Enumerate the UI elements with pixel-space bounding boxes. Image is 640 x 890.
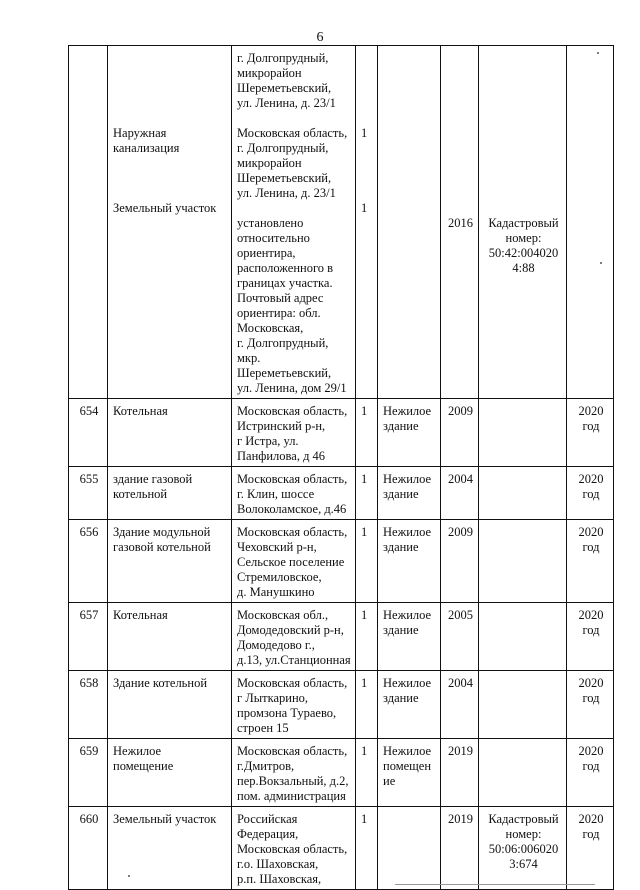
address-line: микрорайон — [237, 156, 302, 170]
reg-year-line: 2020 — [578, 525, 604, 539]
purpose-line: Нежилое — [383, 525, 432, 539]
cell-qty — [356, 46, 378, 399]
address-line: строен 15 — [237, 721, 289, 735]
purpose-line: Нежилое — [383, 608, 432, 622]
address-line: р.п. Шаховская, — [237, 872, 322, 886]
cell-num: 659 — [69, 739, 108, 807]
address-line: ул. Ленина, д. 23/1 — [237, 96, 336, 110]
year-value: 2016 — [448, 216, 473, 230]
name-line: Котельная — [113, 608, 168, 622]
address-line: г. Долгопрудный, — [237, 336, 329, 350]
property-registry-table — [68, 45, 614, 890]
qty-value: 1 — [361, 201, 368, 215]
cell-address — [232, 739, 356, 807]
address-line: расположенного в — [237, 261, 334, 275]
cell-num: 656 — [69, 520, 108, 603]
address-line: мкр. — [237, 351, 261, 365]
reg-year-line: 2020 — [578, 744, 604, 758]
address-line: микрорайон — [237, 66, 302, 80]
table-row — [69, 467, 614, 520]
reg-year-line: год — [582, 827, 600, 841]
cadastral-line: Кадастровый — [488, 812, 559, 826]
name-line: Земельный участок — [113, 812, 217, 826]
address-line: пер.Вокзальный, д.2, — [237, 774, 349, 788]
address-line: Сельское поселение — [237, 555, 345, 569]
cell-qty: 1 — [356, 399, 378, 467]
cell-qty: 1 — [356, 467, 378, 520]
name-line: Котельная — [113, 404, 168, 418]
cell-cadastral — [479, 467, 567, 520]
purpose-line: ие — [383, 774, 396, 788]
address-line: Московская область, — [237, 404, 348, 418]
cell-year: 2004 — [441, 467, 479, 520]
cell-name — [108, 671, 232, 739]
cell-address — [232, 467, 356, 520]
scan-speck — [600, 262, 602, 264]
reg-year-line: год — [582, 540, 600, 554]
cell-year: 2004 — [441, 671, 479, 739]
cell-num: 660 — [69, 807, 108, 890]
cell-num: 657 — [69, 603, 108, 671]
address-line: г.о. Шаховская, — [237, 857, 319, 871]
address-line: Панфилова, д 46 — [237, 449, 326, 463]
address-line: Шереметьевский, — [237, 81, 332, 95]
cell-name — [108, 603, 232, 671]
cell-year — [441, 46, 479, 399]
name-line: Земельный участок — [113, 201, 217, 215]
cell-cadastral — [479, 46, 567, 399]
address-line: Шереметьевский, — [237, 366, 332, 380]
cell-qty: 1 — [356, 520, 378, 603]
name-line: газовой котельной — [113, 540, 211, 554]
cell-name — [108, 520, 232, 603]
name-line: помещение — [113, 759, 174, 773]
cell-num: 654 — [69, 399, 108, 467]
purpose-line: помещен — [383, 759, 432, 773]
reg-year-line: 2020 — [578, 812, 604, 826]
address-line: пом. администрация — [237, 789, 346, 803]
address-line: ориентира, — [237, 246, 296, 260]
address-line: установлено — [237, 216, 304, 230]
cell-cadastral — [479, 807, 567, 890]
reg-year-line: год — [582, 759, 600, 773]
scan-smudge — [395, 884, 595, 885]
cell-cadastral — [479, 671, 567, 739]
cell-address — [232, 807, 356, 890]
address-line: границах участка. — [237, 276, 333, 290]
address-line: ул. Ленина, д. 23/1 — [237, 186, 336, 200]
cell-purpose — [378, 739, 441, 807]
cadastral-line: 4:88 — [512, 261, 535, 275]
address-line: относительно — [237, 231, 310, 245]
cell-purpose — [378, 603, 441, 671]
name-line: котельной — [113, 487, 168, 501]
table-row — [69, 603, 614, 671]
address-line: г Истра, ул. — [237, 434, 299, 448]
table-row — [69, 739, 614, 807]
address-line: промзона Тураево, — [237, 706, 337, 720]
cell-purpose — [378, 671, 441, 739]
cell-reg-year — [567, 467, 614, 520]
cell-year: 2005 — [441, 603, 479, 671]
address-line: ориентира: обл. — [237, 306, 321, 320]
cell-reg-year — [567, 520, 614, 603]
cell-year: 2009 — [441, 399, 479, 467]
cell-cadastral — [479, 399, 567, 467]
reg-year-line: 2020 — [578, 676, 604, 690]
table-row-continuation — [69, 46, 614, 399]
cadastral-line: Кадастровый — [488, 216, 559, 230]
cell-reg-year — [567, 46, 614, 399]
cell-address — [232, 399, 356, 467]
address-line: Истринский р-н, — [237, 419, 326, 433]
reg-year-line: 2020 — [578, 608, 604, 622]
cell-purpose — [378, 520, 441, 603]
cell-address — [232, 603, 356, 671]
cell-reg-year — [567, 739, 614, 807]
table-row — [69, 399, 614, 467]
purpose-line: здание — [383, 487, 419, 501]
cell-purpose — [378, 46, 441, 399]
cell-name — [108, 467, 232, 520]
address-line: Московская область, — [237, 525, 348, 539]
cell-purpose — [378, 807, 441, 890]
cell-name — [108, 807, 232, 890]
cell-qty: 1 — [356, 739, 378, 807]
cell-qty: 1 — [356, 671, 378, 739]
address-line: г. Клин, шоссе — [237, 487, 315, 501]
page-number: 6 — [316, 30, 324, 45]
address-line: Московская область, — [237, 676, 348, 690]
qty-value: 1 — [361, 126, 368, 140]
table-row — [69, 520, 614, 603]
reg-year-line: 2020 — [578, 404, 604, 418]
reg-year-line: 2020 — [578, 472, 604, 486]
cell-address — [232, 671, 356, 739]
address-line: Волоколамское, д.46 — [237, 502, 347, 516]
address-line: Московская, — [237, 321, 304, 335]
cell-cadastral — [479, 603, 567, 671]
table-body — [69, 46, 614, 890]
address-line: Федерация, — [237, 827, 299, 841]
cadastral-line: 50:42:004020 — [488, 246, 559, 260]
cell-num: 655 — [69, 467, 108, 520]
name-line: Здание модульной — [113, 525, 211, 539]
purpose-line: здание — [383, 691, 419, 705]
table-row — [69, 671, 614, 739]
cell-cadastral — [479, 520, 567, 603]
address-line: Стремиловское, — [237, 570, 322, 584]
address-line: г. Долгопрудный, — [237, 51, 329, 65]
purpose-line: здание — [383, 419, 419, 433]
reg-year-line: год — [582, 623, 600, 637]
cell-name — [108, 739, 232, 807]
cell-address — [232, 46, 356, 399]
address-line: Московская область, — [237, 842, 348, 856]
cell-num — [69, 46, 108, 399]
address-line: Домодедовский р-н, — [237, 623, 344, 637]
address-line: д. Манушкино — [237, 585, 315, 599]
cell-purpose — [378, 399, 441, 467]
cell-cadastral — [479, 739, 567, 807]
name-line: Нежилое — [113, 744, 162, 758]
address-line: г Лыткарино, — [237, 691, 309, 705]
name-line: канализация — [113, 141, 180, 155]
address-line: Московская область, — [237, 472, 348, 486]
address-line: Московская обл., — [237, 608, 329, 622]
address-line: ул. Ленина, дом 29/1 — [237, 381, 347, 395]
purpose-line: Нежилое — [383, 472, 432, 486]
address-line: г.Дмитров, — [237, 759, 295, 773]
table-row — [69, 807, 614, 890]
address-line: Чеховский р-н, — [237, 540, 317, 554]
address-line: Московская область, — [237, 744, 348, 758]
cadastral-line: 3:674 — [509, 857, 538, 871]
cell-year: 2009 — [441, 520, 479, 603]
scan-speck — [597, 52, 599, 54]
purpose-line: Нежилое — [383, 676, 432, 690]
cell-num: 658 — [69, 671, 108, 739]
purpose-line: здание — [383, 540, 419, 554]
cadastral-line: номер: — [505, 231, 542, 245]
cadastral-line: 50:06:006020 — [488, 842, 559, 856]
purpose-line: Нежилое — [383, 404, 432, 418]
address-line: г. Долгопрудный, — [237, 141, 329, 155]
address-line: Домодедово г., — [237, 638, 315, 652]
name-line: здание газовой — [113, 472, 193, 486]
reg-year-line: год — [582, 419, 600, 433]
cell-year: 2019 — [441, 739, 479, 807]
scan-speck — [128, 875, 130, 877]
address-line: Российская — [237, 812, 298, 826]
cell-name — [108, 46, 232, 399]
address-line: Почтовый адрес — [237, 291, 324, 305]
cell-name — [108, 399, 232, 467]
cell-purpose — [378, 467, 441, 520]
cell-reg-year — [567, 603, 614, 671]
cadastral-line: номер: — [505, 827, 542, 841]
cell-qty: 1 — [356, 603, 378, 671]
address-line: д.13, ул.Станционная — [237, 653, 351, 667]
cell-reg-year — [567, 399, 614, 467]
purpose-line: здание — [383, 623, 419, 637]
name-line: Здание котельной — [113, 676, 208, 690]
cell-qty: 1 — [356, 807, 378, 890]
name-line: Наружная — [113, 126, 167, 140]
cell-year: 2019 — [441, 807, 479, 890]
address-line: Московская область, — [237, 126, 348, 140]
purpose-line: Нежилое — [383, 744, 432, 758]
reg-year-line: год — [582, 691, 600, 705]
cell-reg-year — [567, 807, 614, 890]
cell-address — [232, 520, 356, 603]
cell-reg-year — [567, 671, 614, 739]
reg-year-line: год — [582, 487, 600, 501]
address-line: Шереметьевский, — [237, 171, 332, 185]
